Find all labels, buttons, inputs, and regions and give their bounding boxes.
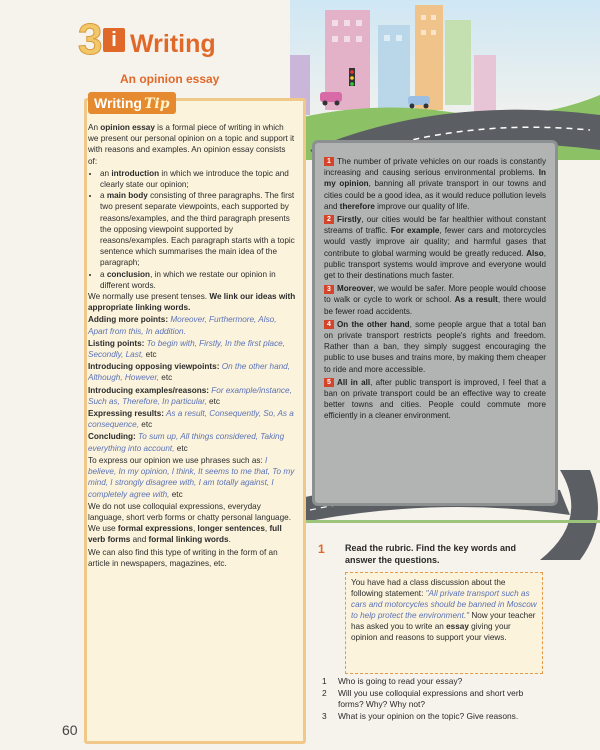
task-number: 1 <box>318 542 325 556</box>
unit-number: 3 <box>78 15 101 64</box>
formal-style-note: We do not use colloquial expressions, everyday language, short verb forms or chatty personal language. We use formal expressions, longer sentences, full verb forms and formal linking words. <box>88 501 291 545</box>
essay-parts-list <box>88 168 296 291</box>
page-title: Writing <box>130 30 216 58</box>
list-item: 3 What is your opinion on the topic? Give reasons. <box>322 711 519 721</box>
list-item: • a main body consisting of three paragraphs. The first two present separate viewpoints, each supported by reasons/examples, and the third paragraph presents the opposing viewpoint supported by reasons/examples. Each paragraph starts with a topic sentence which summarises the main idea of the paragraph; <box>100 190 296 268</box>
linking-adding: Adding more points: Moreover, Furthermore, Also, Apart from this, In addition. <box>88 315 277 336</box>
linking-concluding: Concluding: To sum up, All things considered, Taking everything into account, etc <box>88 432 285 453</box>
page-subtitle: An opinion essay <box>120 72 220 86</box>
article-note: We can also find this type of writing in the form of an article in newspapers, magazines, etc. <box>88 547 278 568</box>
unit-letter-badge: i <box>103 28 125 52</box>
linking-opposing: Introducing opposing viewpoints: On the other hand, Although, However, etc <box>88 362 291 383</box>
list-item: 1 Who is going to read your essay? <box>322 676 463 686</box>
badge-writing-label: Writing <box>94 95 142 111</box>
essay-paragraph: 5 All in all, after public transport is improved, I feel that a ban on private transport could be an effective way to create better towns and cities. People could commute more efficiently in a cleaner environment. <box>324 377 546 421</box>
question-list <box>322 676 544 723</box>
opinion-phrases: To express our opinion we use phrases such as: I believe, In my opinion, I think, It seems to me that, To my mind, I strongly disagree with, I am totally against, I completely agree with, etc <box>88 455 295 499</box>
writing-tip-badge <box>88 92 176 114</box>
list-item: • a conclusion, in which we restate our opinion in different words. <box>100 269 296 291</box>
essay-paragraph: 3 Moreover, we would be safer. More people would choose to walk or cycle to work or school. As a result, there would be fewer road accidents. <box>324 284 547 316</box>
essay-paragraph: 1 The number of private vehicles on our roads is constantly increasing and causing serious environmental problems. In my opinion, banning all private transport in our towns and cities could be a good idea, as it would reduce pollution levels and therefore improve our quality of life. <box>324 157 546 211</box>
essay-paragraph: 4 On the other hand, some people argue that a total ban on private transport restricts people's rights and freedom. Rather than a ban, they simply suggest encouraging the public to use buses and trains more, by making them cheaper to ride and more accessible. <box>324 319 546 374</box>
badge-tip-label: Tip <box>143 96 170 112</box>
list-item: • an introduction in which we introduce the topic and clearly state our opinion; <box>100 168 296 190</box>
linking-listing: Listing points: To begin with, Firstly, In the first place, Secondly, Last, etc <box>88 338 286 360</box>
list-item: 2 Will you use colloquial expressions and short verb forms? Why? Why not? <box>322 688 524 709</box>
linking-results: Expressing results: As a result, Consequently, So, As a consequence, etc <box>88 409 294 430</box>
task-instruction: Read the rubric. Find the key words and answer the questions. <box>345 543 517 565</box>
linking-examples: Introducing examples/reasons: For example/instance, Such as, Therefore, In particular, etc <box>88 385 292 406</box>
page-number: 60 <box>62 722 78 738</box>
rubric-box: You have had a class discussion about the following statement: "All private transport such as cars and motorcycles should be banned in Moscow to help protect the environment." Now your teacher has asked you to write an essay giving your opinion and reasons to support your views. <box>345 572 543 674</box>
writing-tip-content <box>88 122 296 570</box>
model-essay-text <box>324 156 546 424</box>
essay-paragraph: 2 Firstly, our cities would be far healthier without constant streams of traffic. For example, fewer cars and motorcycles would vastly improve air quality; and harmful gases that contribute to global warming would be greatly reduced. Also, public transport systems would improve and everyone would get to their destinations much faster. <box>324 215 546 281</box>
tip-intro: An opinion essay is a formal piece of writing in which we present our personal opinion on a topic and support it with reasons and examples. An opinion essay consists of: <box>88 123 295 166</box>
tenses-note: We normally use present tenses. We link our ideas with appropriate linking words. <box>88 292 296 313</box>
